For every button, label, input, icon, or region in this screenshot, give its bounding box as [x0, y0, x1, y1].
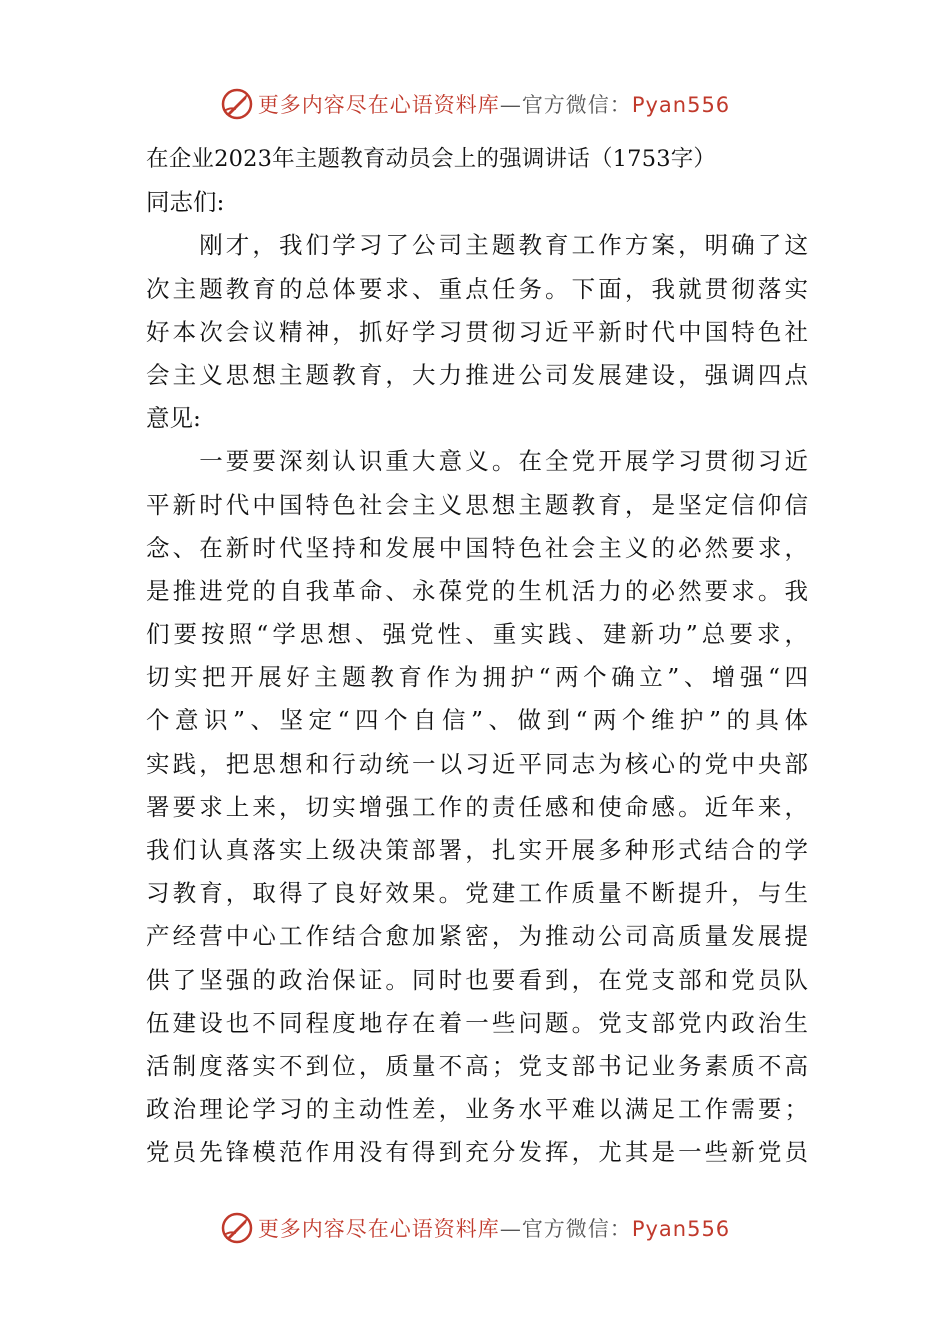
body-line: 政治理论学习的主动性差，业务水平难以满足工作需要； — [146, 1095, 808, 1124]
body-line: 次主题教育的总体要求、重点任务。下面，我就贯彻落实 — [146, 274, 808, 303]
body-line: 平新时代中国特色社会主义思想主题教育，是坚定信仰信 — [146, 490, 808, 519]
body-line: 党员先锋模范作用没有得到充分发挥，尤其是一些新党员 — [146, 1138, 808, 1167]
pen-logo-icon — [220, 87, 254, 121]
body-line: 们要按照“学思想、强党性、重实践、建新功”总要求， — [146, 620, 808, 649]
body-line: 意见: — [146, 404, 201, 433]
document-body — [146, 138, 808, 1175]
body-line: 会主义思想主题教育，大力推进公司发展建设，强调四点 — [146, 360, 808, 389]
body-line: 好本次会议精神，抓好学习贯彻习近平新时代中国特色社 — [146, 317, 808, 346]
body-line: 产经营中心工作结合愈加紧密，为推动公司高质量发展提 — [146, 922, 808, 951]
salutation: 同志们: — [146, 188, 225, 217]
body-line: 供了坚强的政治保证。同时也要看到，在党支部和党员队 — [146, 965, 808, 994]
body-line: 署要求上来，切实增强工作的责任感和使命感。近年来， — [146, 792, 808, 821]
body-line: 切实把开展好主题教育作为拥护“两个确立”、增强“四 — [146, 663, 808, 692]
body-line: 念、在新时代坚持和发展中国特色社会主义的必然要求， — [146, 533, 808, 562]
header-watermark-banner — [0, 84, 950, 124]
body-line: 一要要深刻认识重大意义。在全党开展学习贯彻习近 — [146, 447, 808, 476]
pen-logo-icon — [220, 1211, 254, 1245]
body-line: 习教育，取得了良好效果。党建工作质量不断提升，与生 — [146, 879, 808, 908]
body-line: 刚才，我们学习了公司主题教育工作方案，明确了这 — [146, 231, 808, 260]
body-line: 是推进党的自我革命、永葆党的生机活力的必然要求。我 — [146, 576, 808, 605]
document-title: 在企业2023年主题教育动员会上的强调讲话（1753字） — [146, 146, 717, 172]
body-line: 实践，把思想和行动统一以习近平同志为核心的党中央部 — [146, 749, 808, 778]
banner-text: 更多内容尽在心语资料库—官方微信：Pyan556 — [257, 93, 731, 117]
body-line: 活制度落实不到位，质量不高；党支部书记业务素质不高 — [146, 1051, 808, 1080]
body-line: 我们认真落实上级决策部署，扎实开展多种形式结合的学 — [146, 836, 808, 864]
banner-text: 更多内容尽在心语资料库—官方微信：Pyan556 — [257, 1217, 731, 1241]
body-line: 个意识”、坚定“四个自信”、做到“两个维护”的具体 — [146, 706, 808, 735]
body-line: 伍建设也不同程度地存在着一些问题。党支部党内政治生 — [146, 1008, 808, 1037]
footer-watermark-banner — [0, 1208, 950, 1248]
